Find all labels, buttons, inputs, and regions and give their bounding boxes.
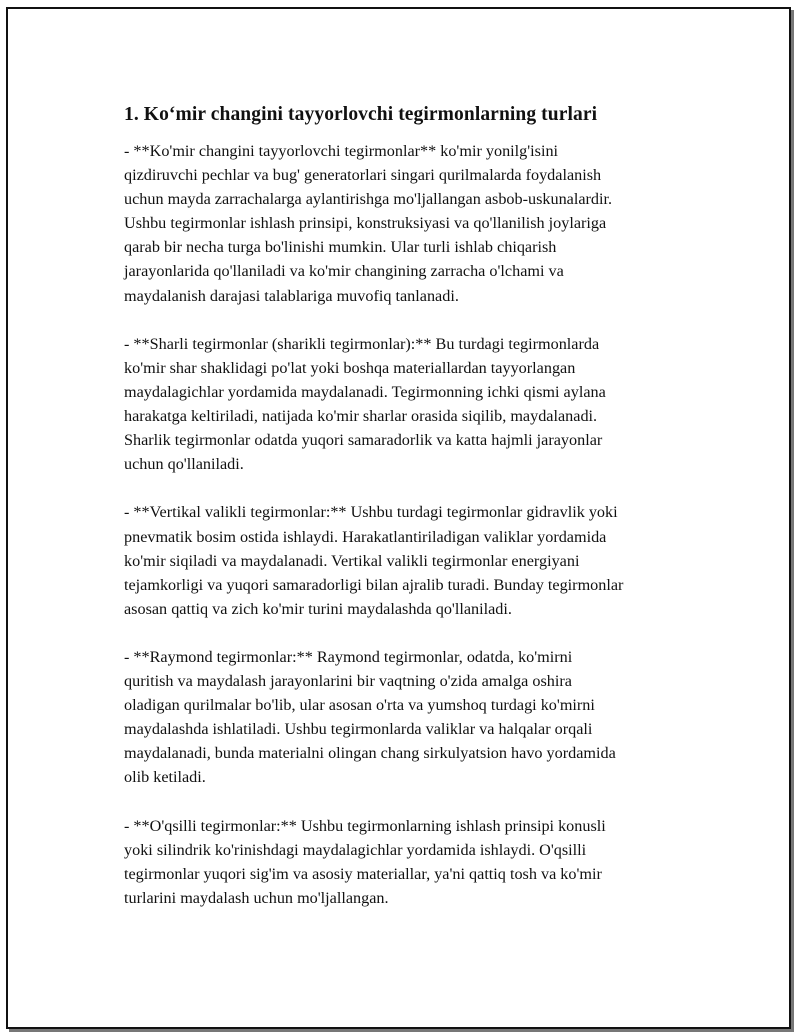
text-line: - **Ko'mir changini tayyorlovchi tegirmonlar** ko'mir yonilg'isini xyxy=(124,142,559,160)
text-line: jarayonlarida qo'llaniladi va ko'mir changining zarracha o'lchami va xyxy=(124,262,564,281)
text-line: maydalagichlar yordamida maydalanadi. Tegirmonning ichki qismi aylana xyxy=(124,382,606,401)
text-line: quritish va maydalash jarayonlarini bir vaqtning o'zida amalga oshira xyxy=(124,672,572,691)
text-line: - **Raymond tegirmonlar:** Raymond tegirmonlar, odatda, ko'mirni xyxy=(124,647,573,666)
text-line: harakatga keltiriladi, natijada ko'mir sharlar orasida siqilib, maydalanadi. xyxy=(124,407,598,426)
paragraph-raymond xyxy=(124,645,704,790)
text-line: maydalanish darajasi talablariga muvofiq tanlanadi. xyxy=(124,286,459,305)
text-line: maydalanadi, bunda materialni olingan chang sirkulyatsion havo yordamida xyxy=(124,744,616,763)
document-title: 1. Ko‘mir changini tayyorlovchi tegirmonlarning turlari xyxy=(124,104,598,125)
paragraph-intro xyxy=(124,139,704,308)
document-body xyxy=(124,103,704,934)
paragraph-sharli xyxy=(124,332,704,477)
text-line: - **Sharli tegirmonlar (sharikli tegirmonlar):** Bu turdagi tegirmonlarda xyxy=(124,334,600,353)
text-line: asosan qattiq va zich ko'mir turini maydalashda qo'llaniladi. xyxy=(124,599,512,618)
text-line: ko'mir shar shaklidagi po'lat yoki boshqa materiallardan tayyorlangan xyxy=(124,358,576,377)
text-line: turlarini maydalash uchun mo'ljallangan. xyxy=(124,888,389,907)
text-line: uchun qo'llaniladi. xyxy=(124,455,244,474)
text-line: ko'mir siqiladi va maydalanadi. Vertikal valikli tegirmonlar energiyani xyxy=(124,551,580,570)
text-line: uchun mayda zarrachalarga aylantirishga mo'ljallangan asbob-uskunalardir. xyxy=(124,190,613,209)
text-line: qizdiruvchi pechlar va bug' generatorlari singari qurilmalarda foydalanish xyxy=(124,166,602,185)
text-line: - **O'qsilli tegirmonlar:** Ushbu tegirmonlarning ishlash prinsipi konusli xyxy=(124,816,606,835)
text-line: olib ketiladi. xyxy=(124,768,206,787)
text-line: tegirmonlar yuqori sig'im va asosiy materiallar, ya'ni qattiq tosh va ko'mir xyxy=(124,864,602,883)
page-frame xyxy=(6,7,791,1029)
text-line: - **Vertikal valikli tegirmonlar:** Ushbu turdagi tegirmonlar gidravlik yoki xyxy=(124,503,618,522)
paragraph-vertikal xyxy=(124,500,704,620)
text-line: tejamkorligi va yuqori samaradorligi bilan ajralib turadi. Bunday tegirmonlar xyxy=(124,575,624,594)
text-line: maydalashda ishlatiladi. Ushbu tegirmonlarda valiklar va halqalar orqali xyxy=(124,720,593,739)
text-line: pnevmatik bosim ostida ishlaydi. Harakatlantiriladigan valiklar yordamida xyxy=(124,527,607,546)
text-line: qarab bir necha turga bo'linishi mumkin. Ular turli ishlab chiqarish xyxy=(124,238,557,257)
text-line: Sharlik tegirmonlar odatda yuqori samaradorlik va katta hajmli jarayonlar xyxy=(124,431,603,450)
text-line: Ushbu tegirmonlar ishlash prinsipi, konstruksiyasi va qo'llanilish joylariga xyxy=(124,214,607,233)
paragraph-oqsilli xyxy=(124,814,704,910)
text-line: oladigan qurilmalar bo'lib, ular asosan o'rta va yumshoq turdagi ko'mirni xyxy=(124,696,595,715)
text-line: yoki silindrik ko'rinishdagi maydalagichlar yordamida ishlaydi. O'qsilli xyxy=(124,840,587,859)
